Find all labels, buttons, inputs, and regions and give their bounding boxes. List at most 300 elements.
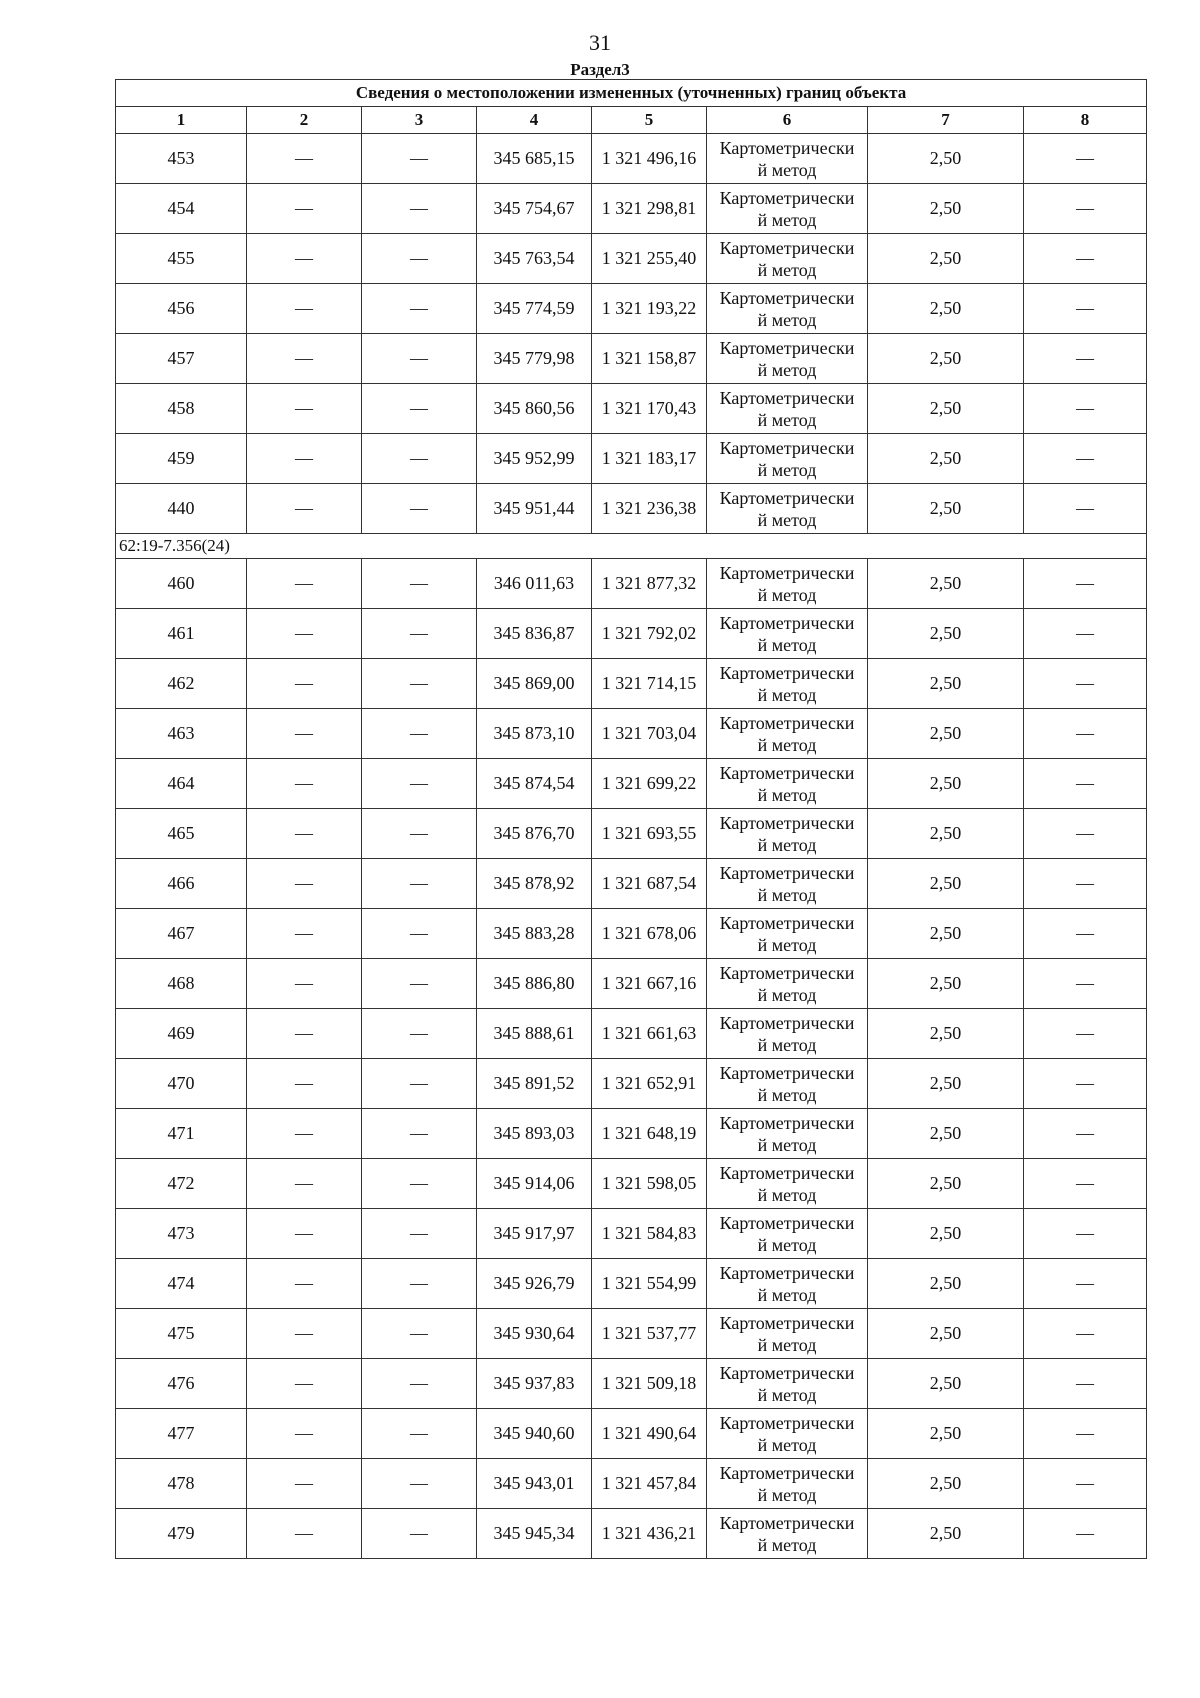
point-number: 477 xyxy=(116,1409,247,1459)
point-number: 456 xyxy=(116,284,247,334)
col3-value: — xyxy=(362,334,477,384)
col8-value: — xyxy=(1024,1509,1147,1559)
table-row xyxy=(116,1059,1147,1109)
point-number: 470 xyxy=(116,1059,247,1109)
method-text-line1: Картометрически xyxy=(719,962,855,983)
method-cell xyxy=(707,1409,868,1459)
y-coordinate: 1 321 693,55 xyxy=(592,809,707,859)
x-coordinate: 345 874,54 xyxy=(477,759,592,809)
y-coordinate: 1 321 877,32 xyxy=(592,559,707,609)
point-number: 461 xyxy=(116,609,247,659)
page-number: 31 xyxy=(589,30,611,55)
col8-value: — xyxy=(1024,334,1147,384)
table-row xyxy=(116,334,1147,384)
table-row xyxy=(116,484,1147,534)
y-coordinate: 1 321 436,21 xyxy=(592,1509,707,1559)
method-text-line1: Картометрически xyxy=(719,562,855,583)
y-coordinate: 1 321 667,16 xyxy=(592,959,707,1009)
col2-value: — xyxy=(247,1009,362,1059)
table-row xyxy=(116,184,1147,234)
method-text-line2: й метод xyxy=(757,934,817,955)
col8-value: — xyxy=(1024,709,1147,759)
col3-value: — xyxy=(362,709,477,759)
x-coordinate: 345 779,98 xyxy=(477,334,592,384)
method-text-line1: Картометрически xyxy=(719,287,855,308)
col2-value: — xyxy=(247,659,362,709)
method-text-line1: Картометрически xyxy=(719,137,855,158)
col2-value: — xyxy=(247,1059,362,1109)
table-row xyxy=(116,1009,1147,1059)
table-row xyxy=(116,384,1147,434)
col2-value: — xyxy=(247,1509,362,1559)
table-row xyxy=(116,1309,1147,1359)
col2-value: — xyxy=(247,384,362,434)
col3-value: — xyxy=(362,1259,477,1309)
method-cell xyxy=(707,1209,868,1259)
point-number: 455 xyxy=(116,234,247,284)
col8-value: — xyxy=(1024,134,1147,184)
col2-value: — xyxy=(247,759,362,809)
x-coordinate: 346 011,63 xyxy=(477,559,592,609)
table-caption: Сведения о местоположении измененных (уточненных) границ объекта xyxy=(116,80,1147,107)
method-text-line1: Картометрически xyxy=(719,662,855,683)
col3-value: — xyxy=(362,1309,477,1359)
method-cell xyxy=(707,909,868,959)
method-text-line2: й метод xyxy=(757,1534,817,1555)
x-coordinate: 345 888,61 xyxy=(477,1009,592,1059)
accuracy-value: 2,50 xyxy=(868,1459,1024,1509)
col8-value: — xyxy=(1024,1309,1147,1359)
method-text-line2: й метод xyxy=(757,1184,817,1205)
col3-value: — xyxy=(362,1109,477,1159)
method-text-line1: Картометрически xyxy=(719,912,855,933)
col3-value: — xyxy=(362,609,477,659)
table-row xyxy=(116,234,1147,284)
method-text-line2: й метод xyxy=(757,359,817,380)
y-coordinate: 1 321 554,99 xyxy=(592,1259,707,1309)
method-cell xyxy=(707,809,868,859)
column-number-header: 4 xyxy=(477,107,592,134)
col2-value: — xyxy=(247,1459,362,1509)
x-coordinate: 345 952,99 xyxy=(477,434,592,484)
col8-value: — xyxy=(1024,909,1147,959)
method-cell xyxy=(707,484,868,534)
accuracy-value: 2,50 xyxy=(868,234,1024,284)
method-cell xyxy=(707,759,868,809)
method-text-line2: й метод xyxy=(757,309,817,330)
col8-value: — xyxy=(1024,1009,1147,1059)
point-number: 465 xyxy=(116,809,247,859)
col2-value: — xyxy=(247,1359,362,1409)
method-text-line2: й метод xyxy=(757,1434,817,1455)
method-text-line2: й метод xyxy=(757,1284,817,1305)
method-text-line2: й метод xyxy=(757,1484,817,1505)
accuracy-value: 2,50 xyxy=(868,1109,1024,1159)
method-cell xyxy=(707,1009,868,1059)
method-text-line2: й метод xyxy=(757,634,817,655)
col2-value: — xyxy=(247,909,362,959)
point-number: 475 xyxy=(116,1309,247,1359)
method-cell xyxy=(707,1459,868,1509)
point-number: 466 xyxy=(116,859,247,909)
col2-value: — xyxy=(247,134,362,184)
method-text-line2: й метод xyxy=(757,1384,817,1405)
x-coordinate: 345 869,00 xyxy=(477,659,592,709)
col8-value: — xyxy=(1024,1109,1147,1159)
col2-value: — xyxy=(247,334,362,384)
accuracy-value: 2,50 xyxy=(868,1159,1024,1209)
point-number: 478 xyxy=(116,1459,247,1509)
col8-value: — xyxy=(1024,234,1147,284)
method-text-line1: Картометрически xyxy=(719,1162,855,1183)
col8-value: — xyxy=(1024,284,1147,334)
point-number: 453 xyxy=(116,134,247,184)
col3-value: — xyxy=(362,959,477,1009)
table-row xyxy=(116,1409,1147,1459)
y-coordinate: 1 321 509,18 xyxy=(592,1359,707,1409)
accuracy-value: 2,50 xyxy=(868,1209,1024,1259)
accuracy-value: 2,50 xyxy=(868,284,1024,334)
method-text-line1: Картометрически xyxy=(719,812,855,833)
point-number: 463 xyxy=(116,709,247,759)
y-coordinate: 1 321 193,22 xyxy=(592,284,707,334)
column-number-header: 7 xyxy=(868,107,1024,134)
table-row xyxy=(116,1359,1147,1409)
x-coordinate: 345 873,10 xyxy=(477,709,592,759)
column-number-header: 6 xyxy=(707,107,868,134)
col3-value: — xyxy=(362,1409,477,1459)
x-coordinate: 345 883,28 xyxy=(477,909,592,959)
method-text-line1: Картометрически xyxy=(719,487,855,508)
col8-value: — xyxy=(1024,759,1147,809)
x-coordinate: 345 774,59 xyxy=(477,284,592,334)
y-coordinate: 1 321 678,06 xyxy=(592,909,707,959)
col3-value: — xyxy=(362,1059,477,1109)
point-number: 458 xyxy=(116,384,247,434)
x-coordinate: 345 914,06 xyxy=(477,1159,592,1209)
method-cell xyxy=(707,384,868,434)
method-text-line2: й метод xyxy=(757,209,817,230)
method-cell xyxy=(707,184,868,234)
point-number: 462 xyxy=(116,659,247,709)
method-cell xyxy=(707,709,868,759)
y-coordinate: 1 321 170,43 xyxy=(592,384,707,434)
method-text-line1: Картометрически xyxy=(719,1262,855,1283)
boundary-coordinates-table xyxy=(115,79,1147,1559)
y-coordinate: 1 321 183,17 xyxy=(592,434,707,484)
point-number: 440 xyxy=(116,484,247,534)
table-row xyxy=(116,1259,1147,1309)
accuracy-value: 2,50 xyxy=(868,759,1024,809)
x-coordinate: 345 876,70 xyxy=(477,809,592,859)
method-text-line2: й метод xyxy=(757,1084,817,1105)
accuracy-value: 2,50 xyxy=(868,609,1024,659)
x-coordinate: 345 754,67 xyxy=(477,184,592,234)
col3-value: — xyxy=(362,1159,477,1209)
y-coordinate: 1 321 457,84 xyxy=(592,1459,707,1509)
column-number-header: 5 xyxy=(592,107,707,134)
group-label: 62:19-7.356(24) xyxy=(116,534,1147,559)
col3-value: — xyxy=(362,134,477,184)
method-text-line2: й метод xyxy=(757,734,817,755)
table-row xyxy=(116,659,1147,709)
method-cell xyxy=(707,1159,868,1209)
x-coordinate: 345 917,97 xyxy=(477,1209,592,1259)
col8-value: — xyxy=(1024,1259,1147,1309)
col2-value: — xyxy=(247,1309,362,1359)
accuracy-value: 2,50 xyxy=(868,1259,1024,1309)
col8-value: — xyxy=(1024,1209,1147,1259)
col3-value: — xyxy=(362,759,477,809)
col8-value: — xyxy=(1024,659,1147,709)
method-text-line1: Картометрически xyxy=(719,1212,855,1233)
x-coordinate: 345 878,92 xyxy=(477,859,592,909)
method-text-line2: й метод xyxy=(757,584,817,605)
x-coordinate: 345 891,52 xyxy=(477,1059,592,1109)
method-text-line2: й метод xyxy=(757,459,817,480)
y-coordinate: 1 321 699,22 xyxy=(592,759,707,809)
col8-value: — xyxy=(1024,434,1147,484)
accuracy-value: 2,50 xyxy=(868,1409,1024,1459)
point-number: 469 xyxy=(116,1009,247,1059)
x-coordinate: 345 951,44 xyxy=(477,484,592,534)
method-text-line1: Картометрически xyxy=(719,1462,855,1483)
col3-value: — xyxy=(362,184,477,234)
method-text-line1: Картометрически xyxy=(719,1362,855,1383)
point-number: 454 xyxy=(116,184,247,234)
table-row xyxy=(116,959,1147,1009)
method-text-line2: й метод xyxy=(757,784,817,805)
accuracy-value: 2,50 xyxy=(868,384,1024,434)
method-text-line2: й метод xyxy=(757,409,817,430)
method-cell xyxy=(707,559,868,609)
col2-value: — xyxy=(247,709,362,759)
col3-value: — xyxy=(362,234,477,284)
method-cell xyxy=(707,609,868,659)
col8-value: — xyxy=(1024,1059,1147,1109)
x-coordinate: 345 926,79 xyxy=(477,1259,592,1309)
col2-value: — xyxy=(247,484,362,534)
x-coordinate: 345 836,87 xyxy=(477,609,592,659)
point-number: 467 xyxy=(116,909,247,959)
col3-value: — xyxy=(362,1359,477,1409)
section-title: Раздел3 xyxy=(570,60,630,79)
method-text-line2: й метод xyxy=(757,1234,817,1255)
col2-value: — xyxy=(247,284,362,334)
column-number-header: 2 xyxy=(247,107,362,134)
y-coordinate: 1 321 584,83 xyxy=(592,1209,707,1259)
col3-value: — xyxy=(362,434,477,484)
col2-value: — xyxy=(247,1409,362,1459)
method-cell xyxy=(707,134,868,184)
point-number: 473 xyxy=(116,1209,247,1259)
y-coordinate: 1 321 496,16 xyxy=(592,134,707,184)
method-text-line2: й метод xyxy=(757,159,817,180)
method-text-line1: Картометрически xyxy=(719,387,855,408)
method-text-line2: й метод xyxy=(757,684,817,705)
col8-value: — xyxy=(1024,1159,1147,1209)
method-cell xyxy=(707,284,868,334)
accuracy-value: 2,50 xyxy=(868,909,1024,959)
y-coordinate: 1 321 298,81 xyxy=(592,184,707,234)
col2-value: — xyxy=(247,1259,362,1309)
method-text-line1: Картометрически xyxy=(719,337,855,358)
col8-value: — xyxy=(1024,184,1147,234)
method-text-line1: Картометрически xyxy=(719,437,855,458)
method-text-line1: Картометрически xyxy=(719,1312,855,1333)
x-coordinate: 345 886,80 xyxy=(477,959,592,1009)
y-coordinate: 1 321 648,19 xyxy=(592,1109,707,1159)
table-row xyxy=(116,809,1147,859)
table-row xyxy=(116,859,1147,909)
column-number-header: 3 xyxy=(362,107,477,134)
accuracy-value: 2,50 xyxy=(868,1509,1024,1559)
method-text-line2: й метод xyxy=(757,1334,817,1355)
method-cell xyxy=(707,1309,868,1359)
x-coordinate: 345 685,15 xyxy=(477,134,592,184)
col3-value: — xyxy=(362,1459,477,1509)
accuracy-value: 2,50 xyxy=(868,859,1024,909)
col2-value: — xyxy=(247,609,362,659)
accuracy-value: 2,50 xyxy=(868,709,1024,759)
y-coordinate: 1 321 687,54 xyxy=(592,859,707,909)
col2-value: — xyxy=(247,1159,362,1209)
method-cell xyxy=(707,334,868,384)
col3-value: — xyxy=(362,1009,477,1059)
point-number: 472 xyxy=(116,1159,247,1209)
x-coordinate: 345 943,01 xyxy=(477,1459,592,1509)
method-cell xyxy=(707,1259,868,1309)
accuracy-value: 2,50 xyxy=(868,659,1024,709)
method-text-line1: Картометрически xyxy=(719,1412,855,1433)
table-row xyxy=(116,1509,1147,1559)
col3-value: — xyxy=(362,859,477,909)
y-coordinate: 1 321 714,15 xyxy=(592,659,707,709)
method-cell xyxy=(707,434,868,484)
x-coordinate: 345 945,34 xyxy=(477,1509,592,1559)
y-coordinate: 1 321 537,77 xyxy=(592,1309,707,1359)
accuracy-value: 2,50 xyxy=(868,959,1024,1009)
point-number: 459 xyxy=(116,434,247,484)
point-number: 460 xyxy=(116,559,247,609)
method-text-line1: Картометрически xyxy=(719,1112,855,1133)
col3-value: — xyxy=(362,384,477,434)
method-text-line2: й метод xyxy=(757,884,817,905)
method-cell xyxy=(707,1509,868,1559)
accuracy-value: 2,50 xyxy=(868,1059,1024,1109)
accuracy-value: 2,50 xyxy=(868,1009,1024,1059)
col3-value: — xyxy=(362,809,477,859)
col2-value: — xyxy=(247,184,362,234)
col3-value: — xyxy=(362,909,477,959)
col2-value: — xyxy=(247,1209,362,1259)
accuracy-value: 2,50 xyxy=(868,809,1024,859)
x-coordinate: 345 763,54 xyxy=(477,234,592,284)
col2-value: — xyxy=(247,859,362,909)
method-cell xyxy=(707,959,868,1009)
y-coordinate: 1 321 652,91 xyxy=(592,1059,707,1109)
table-body xyxy=(116,134,1147,1559)
method-text-line1: Картометрически xyxy=(719,237,855,258)
col3-value: — xyxy=(362,1209,477,1259)
method-text-line1: Картометрически xyxy=(719,187,855,208)
accuracy-value: 2,50 xyxy=(868,134,1024,184)
method-text-line2: й метод xyxy=(757,1134,817,1155)
y-coordinate: 1 321 703,04 xyxy=(592,709,707,759)
accuracy-value: 2,50 xyxy=(868,1359,1024,1409)
method-text-line1: Картометрически xyxy=(719,712,855,733)
col8-value: — xyxy=(1024,484,1147,534)
table-row xyxy=(116,759,1147,809)
method-cell xyxy=(707,659,868,709)
accuracy-value: 2,50 xyxy=(868,184,1024,234)
col3-value: — xyxy=(362,484,477,534)
col2-value: — xyxy=(247,809,362,859)
table-row xyxy=(116,1459,1147,1509)
col8-value: — xyxy=(1024,809,1147,859)
point-number: 474 xyxy=(116,1259,247,1309)
col8-value: — xyxy=(1024,559,1147,609)
accuracy-value: 2,50 xyxy=(868,434,1024,484)
x-coordinate: 345 893,03 xyxy=(477,1109,592,1159)
method-text-line1: Картометрически xyxy=(719,762,855,783)
column-number-header: 1 xyxy=(116,107,247,134)
y-coordinate: 1 321 255,40 xyxy=(592,234,707,284)
col8-value: — xyxy=(1024,1459,1147,1509)
col8-value: — xyxy=(1024,1359,1147,1409)
table-row xyxy=(116,284,1147,334)
col8-value: — xyxy=(1024,859,1147,909)
point-number: 468 xyxy=(116,959,247,1009)
y-coordinate: 1 321 792,02 xyxy=(592,609,707,659)
table-row xyxy=(116,134,1147,184)
x-coordinate: 345 860,56 xyxy=(477,384,592,434)
accuracy-value: 2,50 xyxy=(868,1309,1024,1359)
method-text-line2: й метод xyxy=(757,984,817,1005)
col3-value: — xyxy=(362,659,477,709)
point-number: 471 xyxy=(116,1109,247,1159)
method-cell xyxy=(707,1359,868,1409)
group-header-row xyxy=(116,534,1147,559)
col2-value: — xyxy=(247,434,362,484)
method-cell xyxy=(707,1059,868,1109)
method-text-line1: Картометрически xyxy=(719,1512,855,1533)
col2-value: — xyxy=(247,1109,362,1159)
col8-value: — xyxy=(1024,609,1147,659)
method-text-line2: й метод xyxy=(757,509,817,530)
column-number-header: 8 xyxy=(1024,107,1147,134)
column-number-row xyxy=(116,107,1147,134)
table-row xyxy=(116,1209,1147,1259)
table-row xyxy=(116,609,1147,659)
accuracy-value: 2,50 xyxy=(868,334,1024,384)
col8-value: — xyxy=(1024,1409,1147,1459)
method-cell xyxy=(707,859,868,909)
y-coordinate: 1 321 598,05 xyxy=(592,1159,707,1209)
method-text-line2: й метод xyxy=(757,259,817,280)
method-text-line2: й метод xyxy=(757,834,817,855)
col8-value: — xyxy=(1024,959,1147,1009)
y-coordinate: 1 321 236,38 xyxy=(592,484,707,534)
table-row xyxy=(116,709,1147,759)
y-coordinate: 1 321 158,87 xyxy=(592,334,707,384)
method-text-line1: Картометрически xyxy=(719,862,855,883)
method-text-line1: Картометрически xyxy=(719,1012,855,1033)
col3-value: — xyxy=(362,1509,477,1559)
table-row xyxy=(116,909,1147,959)
point-number: 457 xyxy=(116,334,247,384)
accuracy-value: 2,50 xyxy=(868,484,1024,534)
